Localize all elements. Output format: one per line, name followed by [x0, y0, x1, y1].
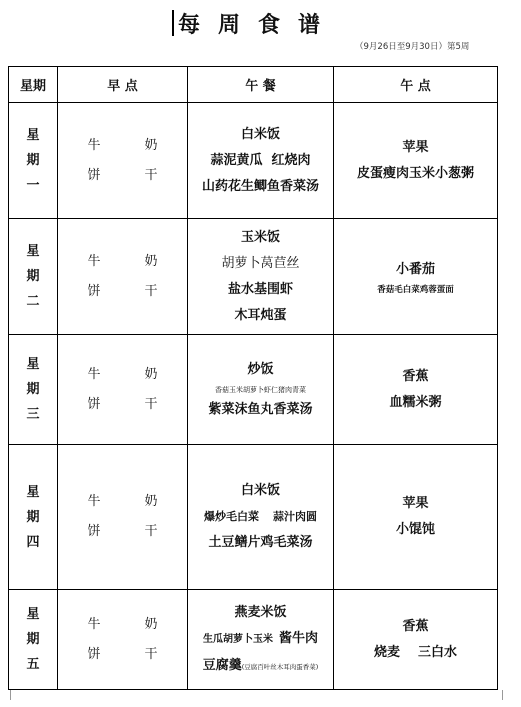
day-char: 二	[26, 294, 40, 309]
breakfast-char: 牛	[87, 137, 101, 153]
page-corner-mark	[0, 690, 11, 700]
lunch-item: 白米饭	[240, 483, 280, 498]
snack-item: 小番茄	[395, 261, 435, 277]
day-cell	[9, 219, 58, 335]
page-title: 每周食谱	[178, 12, 339, 38]
lunch-item: 蒜泥黄瓜 红烧肉	[210, 152, 311, 168]
day-char: 期	[26, 382, 40, 397]
breakfast-cell	[58, 219, 188, 335]
lunch-item: 生瓜胡萝卜玉米	[202, 633, 273, 645]
breakfast-char: 奶	[144, 494, 158, 509]
lunch-item: 盐水基围虾	[227, 281, 293, 297]
day-cell	[9, 590, 58, 690]
snack-cell	[334, 445, 498, 590]
breakfast-char: 饼	[87, 396, 101, 412]
day-char: 四	[26, 534, 40, 550]
breakfast-char: 奶	[144, 366, 158, 382]
lunch-item: 燕麦米饭	[234, 604, 287, 620]
snack-item: 烧麦	[373, 644, 400, 660]
breakfast-char: 饼	[87, 167, 101, 183]
snack-cell	[334, 103, 498, 219]
weekly-menu-table	[8, 66, 498, 690]
snack-item: 苹果	[402, 139, 429, 155]
snack-item: 皮蛋瘦肉玉米小葱粥	[356, 165, 474, 181]
day-cell	[9, 445, 58, 590]
date-range-subtitle: （9月26日至9月30日）第5周	[355, 42, 470, 52]
day-char: 期	[26, 269, 40, 284]
lunch-item: 蒜汁肉圆	[273, 510, 317, 523]
snack-cell	[334, 590, 498, 690]
row-wednesday	[9, 335, 498, 445]
breakfast-char: 奶	[144, 137, 158, 153]
day-cell	[9, 335, 58, 445]
header-row	[9, 67, 498, 103]
breakfast-char: 牛	[87, 494, 101, 509]
lunch-item: 豆腐羹	[202, 657, 242, 673]
lunch-cell	[188, 445, 334, 590]
day-char: 星	[26, 357, 40, 372]
breakfast-char: 干	[144, 167, 158, 183]
lunch-item: 炒饭	[247, 361, 274, 377]
lunch-item: 爆炒毛白菜	[204, 510, 259, 523]
breakfast-char: 饼	[87, 524, 101, 539]
breakfast-char: 饼	[87, 646, 101, 662]
lunch-cell	[188, 590, 334, 690]
lunch-item: 土豆鳝片鸡毛菜汤	[208, 535, 313, 550]
day-cell	[9, 103, 58, 219]
breakfast-char: 牛	[87, 616, 101, 632]
lunch-cell	[188, 335, 334, 445]
snack-item: 三白水	[418, 644, 458, 660]
lunch-item: 香菇玉米胡萝卜虾仁猪肉青菜	[215, 385, 306, 394]
header-lunch: 午 餐	[188, 67, 334, 103]
page-corner-mark	[502, 690, 513, 700]
day-char: 期	[26, 509, 40, 525]
breakfast-char: 干	[144, 524, 158, 539]
day-char: 星	[26, 484, 40, 500]
breakfast-char: 牛	[87, 253, 101, 269]
header-snack: 午 点	[334, 67, 498, 103]
snack-item: 血糯米粥	[389, 394, 442, 410]
snack-cell	[334, 219, 498, 335]
lunch-cell	[188, 103, 334, 219]
lunch-item: 山药花生鲫鱼香菜汤	[201, 178, 319, 194]
lunch-item: 胡萝卜莴苣丝	[221, 255, 300, 271]
lunch-item: 玉米饭	[240, 229, 280, 245]
header-day: 星期	[9, 67, 58, 103]
breakfast-char: 干	[144, 283, 158, 299]
day-char: 星	[26, 128, 40, 143]
breakfast-cell	[58, 445, 188, 590]
snack-item: 香菇毛白菜鸡蓉蛋面	[377, 284, 454, 295]
row-friday	[9, 590, 498, 690]
lunch-item: 酱牛肉	[278, 630, 318, 646]
day-char: 三	[26, 407, 40, 422]
text-cursor	[172, 10, 174, 36]
lunch-item: 木耳炖蛋	[234, 307, 287, 323]
snack-item: 苹果	[402, 496, 429, 511]
breakfast-char: 饼	[87, 283, 101, 299]
snack-item: 小馄饨	[395, 522, 435, 537]
day-char: 星	[26, 244, 40, 259]
day-char: 期	[26, 153, 40, 168]
day-char: 星	[26, 607, 40, 622]
breakfast-char: 干	[144, 396, 158, 412]
snack-item: 香蕉	[402, 368, 429, 384]
row-monday	[9, 103, 498, 219]
breakfast-char: 牛	[87, 366, 101, 382]
breakfast-char: 奶	[144, 616, 158, 632]
day-char: 期	[26, 632, 40, 647]
breakfast-char: 干	[144, 646, 158, 662]
lunch-item: 白米饭	[240, 126, 280, 142]
snack-item: 香蕉	[402, 618, 429, 634]
day-char: 一	[26, 178, 40, 193]
header-breakfast: 早 点	[58, 67, 188, 103]
row-tuesday	[9, 219, 498, 335]
lunch-cell	[188, 219, 334, 335]
breakfast-cell	[58, 335, 188, 445]
snack-cell	[334, 335, 498, 445]
breakfast-char: 奶	[144, 253, 158, 269]
breakfast-cell	[58, 103, 188, 219]
day-char: 五	[26, 657, 40, 672]
lunch-item-note: (豆腐百叶丝木耳肉蛋香菜)	[241, 662, 319, 671]
row-thursday	[9, 445, 498, 590]
breakfast-cell	[58, 590, 188, 690]
lunch-item: 紫菜沫鱼丸香菜汤	[208, 401, 313, 417]
